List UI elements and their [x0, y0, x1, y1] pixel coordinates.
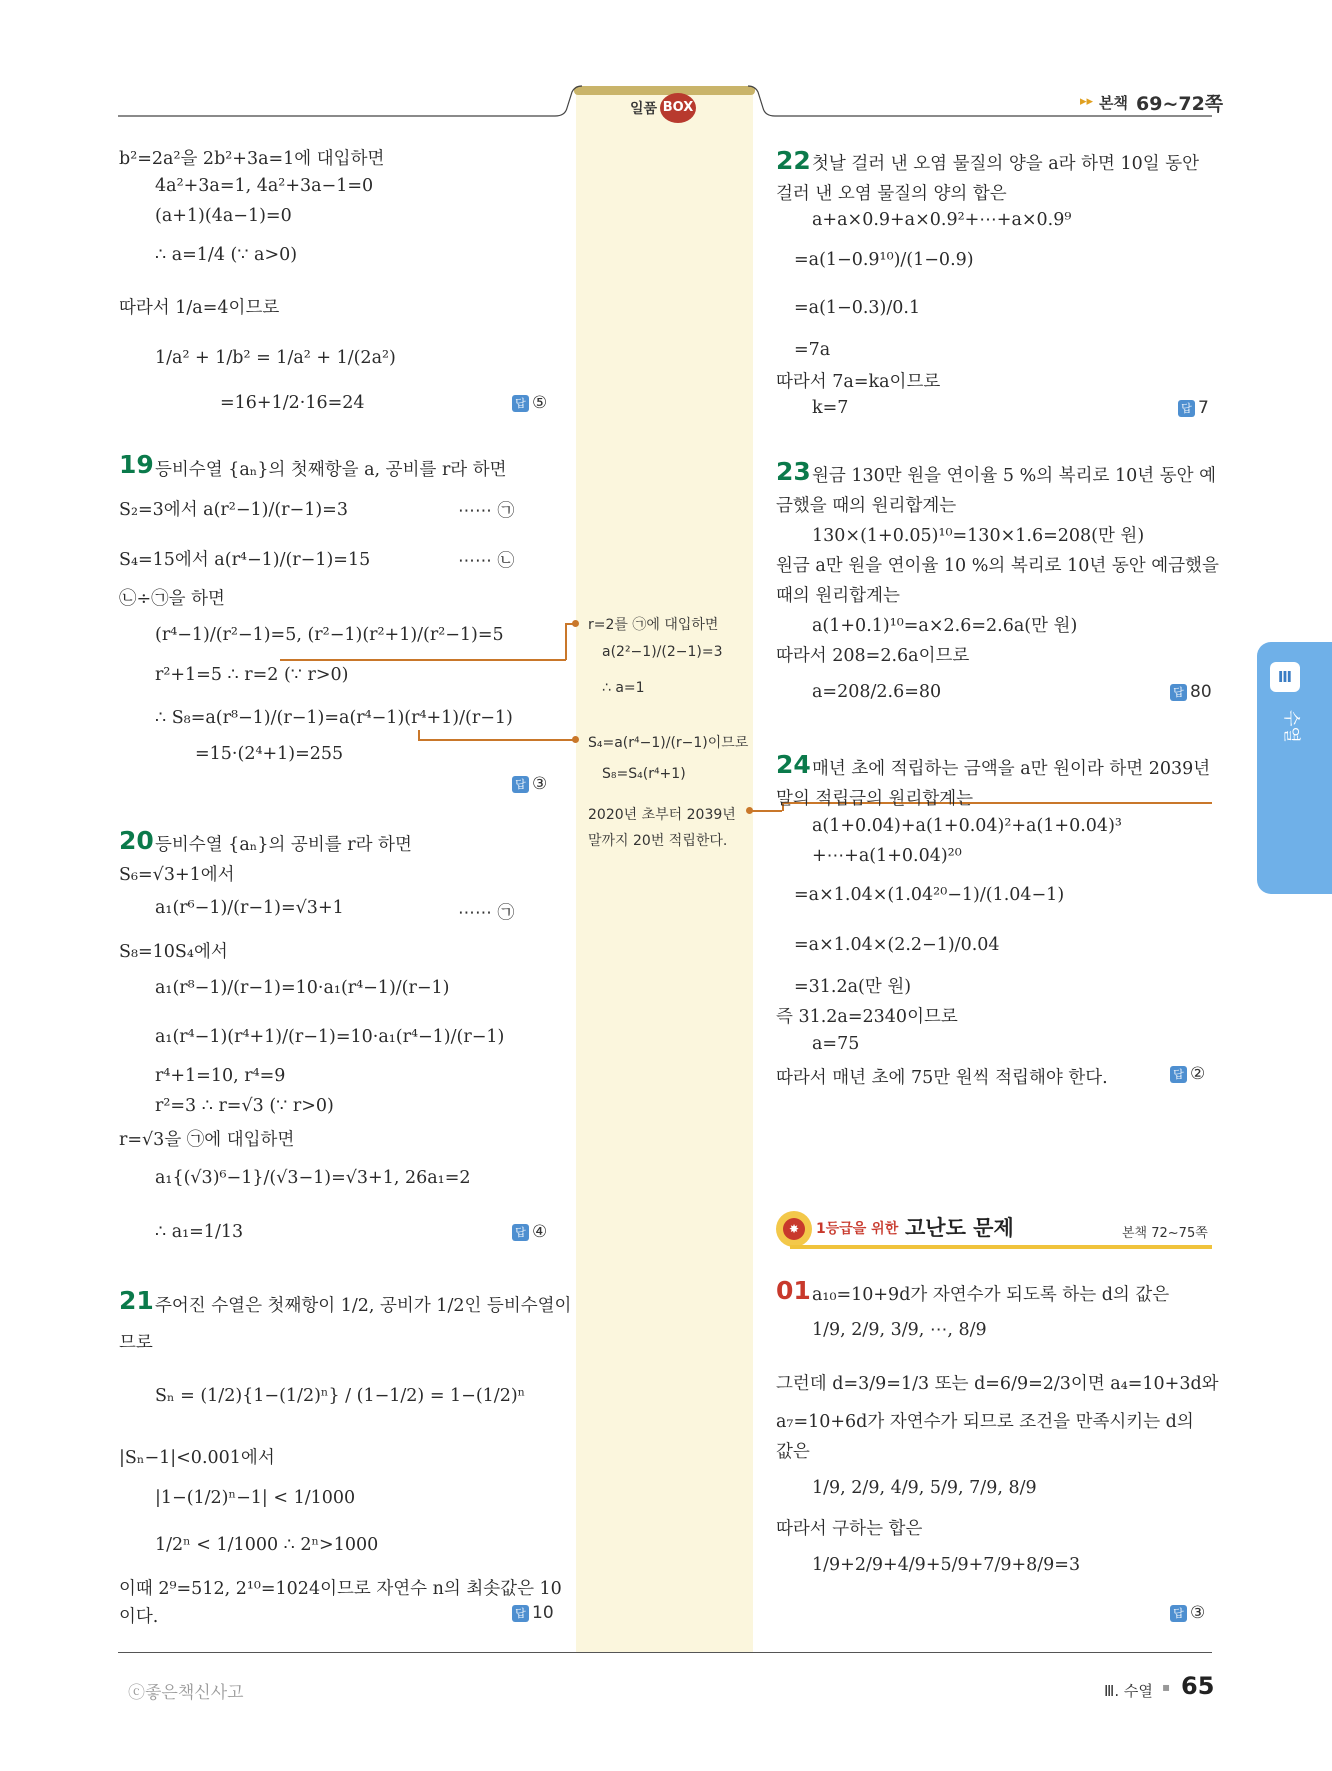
hard-badge-icon: ✸: [776, 1211, 812, 1247]
connector-line: [418, 739, 575, 741]
prev-line: b²=2a²을 2b²+3a=1에 대입하면: [119, 149, 385, 169]
p01-line: 따라서 구하는 합은: [776, 1519, 923, 1539]
p21-line: 1/2ⁿ < 1/1000 ∴ 2ⁿ>1000: [155, 1535, 379, 1555]
footer-chapter: Ⅲ. 수열: [1104, 1682, 1153, 1700]
p19-line: S₄=15에서 a(r⁴−1)/(r−1)=15: [119, 550, 371, 570]
answer-mark: 답 7: [1178, 398, 1209, 418]
page-number: 65: [1181, 1672, 1215, 1700]
answer-icon: 답: [1170, 1605, 1187, 1622]
problem-number: 24: [776, 750, 811, 779]
side-note-line: S₈=S₄(r⁴+1): [602, 766, 686, 782]
p23-line: 때의 원리합계는: [776, 586, 900, 606]
prev-line: =16+1/2·16=24: [220, 393, 365, 413]
chapter-tab-label: 수열: [1281, 710, 1301, 743]
prev-line: 따라서 1/a=4이므로: [119, 298, 280, 318]
p20-line: S₆=√3+1에서: [119, 865, 235, 885]
p01-line: 1/9, 2/9, 4/9, 5/9, 7/9, 8/9: [812, 1478, 1037, 1498]
p01-line: 값은: [776, 1442, 810, 1462]
p24-line: 매년 초에 적립하는 금액을 a만 원이라 하면 2039년: [812, 759, 1211, 779]
p23-line: 따라서 208=2.6a이므로: [776, 646, 970, 666]
answer-mark: 답 ③: [512, 774, 547, 794]
answer-icon: 답: [1178, 400, 1195, 417]
p21-line: 므로: [119, 1333, 153, 1353]
p01-line: a₇=10+6d가 자연수가 되므로 조건을 만족시키는 d의: [776, 1412, 1194, 1432]
p24-line: a(1+0.04)+a(1+0.04)²+a(1+0.04)³: [812, 816, 1122, 836]
hard-badge-label: 1등급을 위한: [816, 1221, 899, 1237]
answer-icon: 답: [512, 1224, 529, 1241]
p23-line: a(1+0.1)¹⁰=a×2.6=2.6a(만 원): [812, 616, 1078, 636]
problem-number: 21: [119, 1286, 154, 1315]
p22-line: =a(1−0.9¹⁰)/(1−0.9): [794, 250, 974, 270]
p20-line: r=√3을 ㉠에 대입하면: [119, 1130, 295, 1150]
problem-number: 23: [776, 457, 811, 486]
p20-line: ∴ a₁=1/13: [155, 1222, 244, 1242]
p23-line: 원금 a만 원을 연이율 10 %의 복리로 10년 동안 예금했을: [776, 556, 1219, 576]
p01-line: 1/9, 2/9, 3/9, ⋯, 8/9: [812, 1320, 987, 1340]
chapter-tab-icon: Ⅲ: [1270, 662, 1300, 692]
equation-tag: ⋯⋯ ㉠: [458, 501, 515, 521]
connector-dot: [572, 736, 579, 743]
answer-icon: 답: [512, 395, 529, 412]
p22-line: =7a: [794, 340, 831, 360]
p21-line: 주어진 수열은 첫째항이 1/2, 공비가 1/2인 등비수열이: [155, 1296, 572, 1316]
problem-number: 01: [776, 1276, 811, 1305]
side-note-line: 2020년 초부터 2039년: [588, 807, 736, 823]
answer-icon: 답: [512, 1605, 529, 1622]
page-ref-prefix: 본책: [1099, 94, 1128, 112]
side-note-line: a(2²−1)/(2−1)=3: [602, 644, 723, 660]
answer-mark: 답 80: [1170, 682, 1212, 702]
p20-line: a₁(r⁶−1)/(r−1)=√3+1: [155, 898, 344, 918]
p20-line: a₁(r⁸−1)/(r−1)=10·a₁(r⁴−1)/(r−1): [155, 978, 450, 998]
p19-line: S₂=3에서 a(r²−1)/(r−1)=3: [119, 500, 348, 520]
answer-icon: 답: [1170, 684, 1187, 701]
p24-line: =31.2a(만 원): [794, 977, 912, 997]
p21-line: Sₙ = (1/2){1−(1/2)ⁿ} / (1−1/2) = 1−(1/2)ⁿ: [155, 1386, 526, 1406]
p19-line: r²+1=5 ∴ r=2 (∵ r>0): [155, 665, 349, 685]
hard-section-rule: [790, 1245, 1212, 1249]
p19-line: =15·(2⁴+1)=255: [195, 744, 344, 764]
hard-section-ref: 본책 72~75쪽: [1122, 1226, 1208, 1241]
answer-mark: 답 ⑤: [512, 393, 547, 413]
p20-line: r²=3 ∴ r=√3 (∵ r>0): [155, 1096, 334, 1116]
p19-line: ㉡÷㉠을 하면: [119, 589, 225, 609]
problem-number: 20: [119, 826, 154, 855]
p22-line: 걸러 낸 오염 물질의 양의 합은: [776, 184, 1007, 204]
p24-line: +⋯+a(1+0.04)²⁰: [812, 846, 962, 866]
box-label: 일품: [630, 101, 658, 117]
side-note-line: S₄=a(r⁴−1)/(r−1)이므로: [588, 735, 749, 751]
p19-line: ∴ S₈=a(r⁸−1)/(r−1)=a(r⁴−1)(r⁴+1)/(r−1): [155, 708, 513, 728]
p21-line: |1−(1/2)ⁿ−1| < 1/1000: [155, 1488, 356, 1508]
p23-line: a=208/2.6=80: [812, 682, 942, 702]
p19-line: 등비수열 {aₙ}의 첫째항을 a, 공비를 r라 하면: [155, 460, 507, 480]
connector-line: [418, 730, 420, 740]
p24-line: 따라서 매년 초에 75만 원씩 적립해야 한다.: [776, 1068, 1108, 1088]
page-ref-arrows-icon: ▸▸: [1080, 94, 1094, 109]
p23-line: 원금 130만 원을 연이율 5 %의 복리로 10년 동안 예: [812, 466, 1216, 486]
p24-line: 말의 적립금의 원리합계는: [776, 789, 974, 809]
connector-line: [280, 659, 566, 661]
equation-tag: ⋯⋯ ㉠: [458, 903, 515, 923]
p22-line: k=7: [812, 398, 849, 418]
connector-line: [565, 623, 567, 660]
p22-line: =a(1−0.3)/0.1: [794, 298, 921, 318]
p20-line: r⁴+1=10, r⁴=9: [155, 1066, 286, 1086]
problem-number: 19: [119, 450, 154, 479]
p20-line: a₁{(√3)⁶−1}/(√3−1)=√3+1, 26a₁=2: [155, 1168, 471, 1188]
p01-line: 1/9+2/9+4/9+5/9+7/9+8/9=3: [812, 1555, 1081, 1575]
connector-line: [752, 810, 782, 812]
prev-line: 4a²+3a=1, 4a²+3a−1=0: [155, 176, 374, 196]
footer-separator: ▪: [1162, 1680, 1171, 1694]
p20-line: S₈=10S₄에서: [119, 942, 228, 962]
answer-mark: 답 ②: [1170, 1064, 1205, 1084]
answer-mark: 답 ④: [512, 1222, 547, 1242]
p24-line: a=75: [812, 1034, 860, 1054]
answer-mark: 답 10: [512, 1603, 554, 1623]
p21-line: 이다.: [119, 1607, 159, 1627]
p24-line: 즉 31.2a=2340이므로: [776, 1007, 958, 1027]
answer-icon: 답: [1170, 1066, 1187, 1083]
hard-section-title: 고난도 문제: [905, 1216, 1014, 1240]
side-note-column: [576, 94, 753, 1652]
p24-line: =a×1.04×(1.04²⁰−1)/(1.04−1): [794, 885, 1065, 905]
p24-line: =a×1.04×(2.2−1)/0.04: [794, 935, 1000, 955]
p23-line: 금했을 때의 원리합계는: [776, 496, 957, 516]
side-note-line: ∴ a=1: [602, 680, 645, 696]
p01-line: 그런데 d=3/9=1/3 또는 d=6/9=2/3이면 a₄=10+3d와: [776, 1374, 1219, 1394]
p22-line: a+a×0.9+a×0.9²+⋯+a×0.9⁹: [812, 210, 1072, 230]
footer-rule: [118, 1652, 1212, 1653]
p22-line: 따라서 7a=ka이므로: [776, 372, 941, 392]
p21-line: |Sₙ−1|<0.001에서: [119, 1448, 275, 1468]
side-note-line: r=2를 ㉠에 대입하면: [588, 617, 719, 633]
prev-line: (a+1)(4a−1)=0: [155, 206, 292, 226]
copyright: ⓒ좋은책신사고: [128, 1683, 244, 1703]
page-ref-range: 69~72쪽: [1136, 93, 1224, 115]
p20-line: a₁(r⁴−1)(r⁴+1)/(r−1)=10·a₁(r⁴−1)/(r−1): [155, 1027, 505, 1047]
box-badge: BOX: [660, 93, 696, 123]
answer-icon: 답: [512, 776, 529, 793]
problem-number: 22: [776, 146, 811, 175]
p21-line: 이때 2⁹=512, 2¹⁰=1024이므로 자연수 n의 최솟값은 10: [119, 1579, 562, 1599]
p20-line: 등비수열 {aₙ}의 공비를 r라 하면: [155, 835, 412, 855]
prev-line: ∴ a=1/4 (∵ a>0): [155, 245, 298, 265]
equation-tag: ⋯⋯ ㉡: [458, 551, 515, 571]
side-note-line: 말까지 20번 적립한다.: [588, 833, 728, 849]
p22-line: 첫날 걸러 낸 오염 물질의 양을 a라 하면 10일 동안: [812, 154, 1200, 174]
prev-line: 1/a² + 1/b² = 1/a² + 1/(2a²): [155, 348, 396, 368]
p19-line: (r⁴−1)/(r²−1)=5, (r²−1)(r²+1)/(r²−1)=5: [155, 625, 504, 645]
p23-line: 130×(1+0.05)¹⁰=130×1.6=208(만 원): [812, 526, 1145, 546]
answer-mark: 답 ③: [1170, 1603, 1205, 1623]
p01-line: a₁₀=10+9d가 자연수가 되도록 하는 d의 값은: [812, 1285, 1170, 1305]
connector-dot: [572, 620, 579, 627]
